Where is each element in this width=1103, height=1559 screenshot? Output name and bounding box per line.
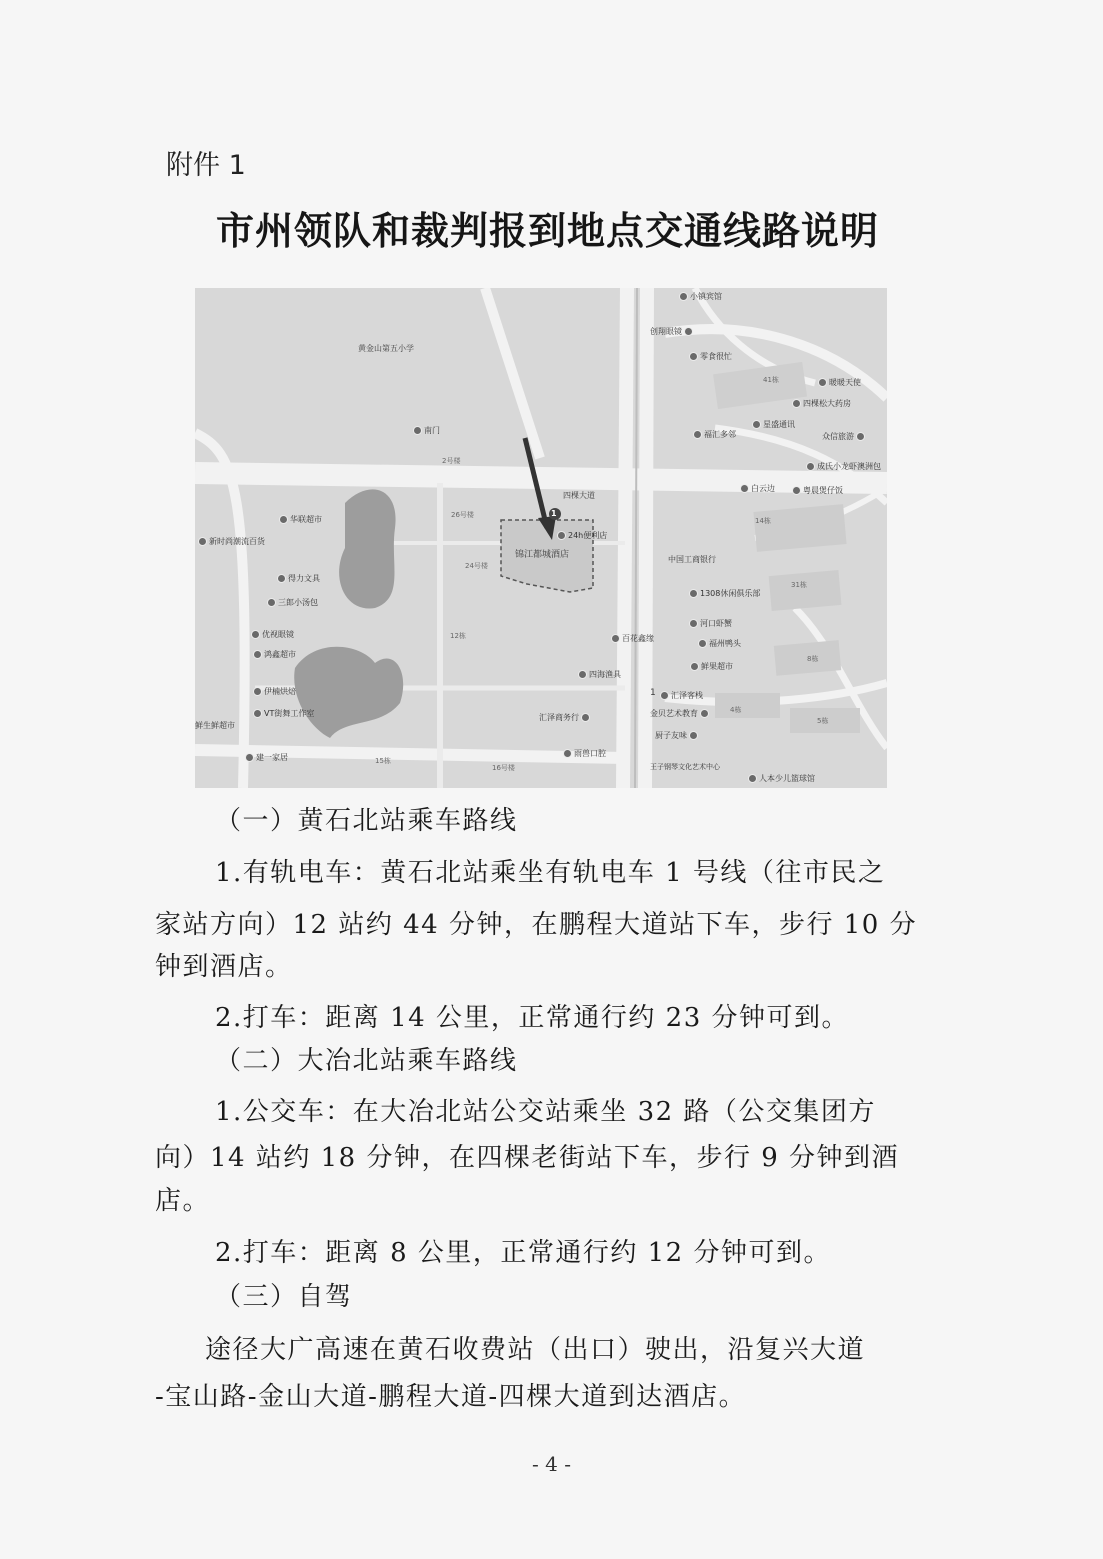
map-label-building: 4栋 bbox=[730, 706, 742, 714]
paragraph-line: 1.有轨电车：黄石北站乘坐有轨电车 1 号线（往市民之 bbox=[215, 858, 886, 888]
paragraph-line: 店。 bbox=[155, 1186, 211, 1216]
map-pin-icon bbox=[253, 709, 262, 718]
map-pin-icon bbox=[251, 630, 260, 639]
map-pin-icon bbox=[689, 731, 698, 740]
map-poi: 1308休闲俱乐部 bbox=[689, 588, 760, 599]
map-pin-icon bbox=[700, 709, 709, 718]
map-pin-icon bbox=[578, 670, 587, 679]
paragraph-line: -宝山路-金山大道-鹏程大道-四棵大道到达酒店。 bbox=[155, 1382, 747, 1412]
map-poi: 中国工商银行 bbox=[668, 555, 716, 564]
map-pin-icon bbox=[693, 430, 702, 439]
map-pin-icon bbox=[253, 650, 262, 659]
map-pin-icon bbox=[684, 327, 693, 336]
map-label-hotel: 锦江都城酒店 bbox=[515, 550, 570, 560]
map-pin-icon bbox=[752, 420, 761, 429]
map-poi: 优视眼镜 bbox=[251, 629, 294, 640]
map-pin-icon bbox=[792, 399, 801, 408]
map-pin-icon bbox=[413, 426, 422, 435]
map-poi: 建一家居 bbox=[245, 752, 288, 763]
paragraph-line: 向）14 站约 18 分钟，在四棵老街站下车，步行 9 分钟到酒 bbox=[155, 1143, 900, 1173]
map-label-building: 14栋 bbox=[755, 517, 771, 525]
map-poi: 星盛通讯 bbox=[752, 419, 795, 430]
map-pin-icon bbox=[611, 634, 620, 643]
map-label-building: 15栋 bbox=[375, 757, 391, 765]
document-title: 市州领队和裁判报到地点交通线路说明 bbox=[215, 209, 879, 253]
map-poi: 白云边 bbox=[740, 483, 775, 494]
attachment-label: 附件 1 bbox=[166, 150, 246, 181]
map-poi: 粤晨煲仔饭 bbox=[792, 485, 843, 496]
map-poi: 福汇多邻 bbox=[693, 429, 736, 440]
paragraph-line: 家站方向）12 站约 44 分钟，在鹏程大道站下车，步行 10 分 bbox=[155, 910, 918, 940]
map-poi: 雨兽口腔 bbox=[563, 748, 606, 759]
map-poi: 汇泽商务行 bbox=[539, 712, 590, 723]
paragraph-line: 1.公交车：在大冶北站公交站乘坐 32 路（公交集团方 bbox=[215, 1097, 876, 1127]
section-heading: （二）大冶北站乘车路线 bbox=[215, 1046, 518, 1076]
map-label-building: 26号楼 bbox=[451, 511, 474, 519]
map-pin-icon bbox=[279, 515, 288, 524]
section-heading: （一）黄石北站乘车路线 bbox=[215, 806, 518, 836]
map-label-building: 8栋 bbox=[807, 655, 819, 663]
map-poi: 厨子友味 bbox=[655, 730, 698, 741]
paragraph-line: 2.打车：距离 14 公里，正常通行约 23 分钟可到。 bbox=[215, 1003, 850, 1033]
map-pin-icon bbox=[660, 691, 669, 700]
map-poi: 鸿鑫超市 bbox=[253, 649, 296, 660]
map-poi: 得力文具 bbox=[277, 573, 320, 584]
map-label-building: 12栋 bbox=[450, 632, 466, 640]
map-poi: 新时尚潮流百货 bbox=[198, 536, 265, 547]
map-poi: 创翔眼镜 bbox=[650, 326, 693, 337]
section-heading: （三）自驾 bbox=[215, 1282, 353, 1312]
map-pin-icon bbox=[690, 662, 699, 671]
map-poi: 伊楠烘焙 bbox=[253, 686, 296, 697]
map-pin-icon bbox=[245, 753, 254, 762]
map-pin-icon bbox=[689, 619, 698, 628]
paragraph-line: 途径大广高速在黄石收费站（出口）驶出，沿复兴大道 bbox=[205, 1335, 866, 1365]
map-label-road: 四棵大道 bbox=[563, 491, 595, 500]
map-poi: 华联超市 bbox=[279, 514, 322, 525]
map-label-south-gate: 南门 bbox=[413, 425, 440, 436]
map-label-building: 24号楼 bbox=[465, 562, 488, 570]
map-pin-icon bbox=[557, 531, 566, 540]
map-poi: 百花鑫缘 bbox=[611, 633, 654, 644]
map-poi: 福州鸭头 bbox=[698, 638, 741, 649]
map-pin-icon bbox=[806, 462, 815, 471]
map-label-building: 31栋 bbox=[791, 581, 807, 589]
map-pin-icon bbox=[277, 574, 286, 583]
map-pin-icon bbox=[253, 687, 262, 696]
map-poi: 众信旅游 bbox=[822, 431, 865, 442]
map-pin-icon bbox=[563, 749, 572, 758]
map-pin-icon bbox=[581, 713, 590, 722]
map-poi: 成氏小龙虾澳洲包 bbox=[806, 461, 881, 472]
map-poi: 四海渔具 bbox=[578, 669, 621, 680]
map-poi: 小镇宾馆 bbox=[679, 291, 722, 302]
map-pin-icon bbox=[198, 537, 207, 546]
page-number: - 4 - bbox=[532, 1452, 571, 1476]
map-label-building: 2号楼 bbox=[442, 457, 461, 465]
location-map bbox=[195, 288, 887, 788]
map-label-building: 41栋 bbox=[763, 376, 779, 384]
map-label-building: 16号楼 bbox=[492, 764, 515, 772]
map-pin-icon bbox=[856, 432, 865, 441]
map-pin-icon bbox=[689, 352, 698, 361]
map-pin-icon bbox=[748, 774, 757, 783]
map-poi: VT街舞工作室 bbox=[253, 708, 314, 719]
map-poi: 零食很忙 bbox=[689, 351, 732, 362]
map-poi: 鲜生鲜超市 bbox=[195, 721, 235, 730]
map-poi: 王子钢琴文化艺术中心 bbox=[650, 763, 720, 771]
map-pin-icon bbox=[698, 639, 707, 648]
paragraph-line: 钟到酒店。 bbox=[155, 952, 293, 982]
map-pin-icon bbox=[740, 484, 749, 493]
map-pin-icon bbox=[818, 378, 827, 387]
map-pin-icon bbox=[689, 589, 698, 598]
map-poi: 汇泽客栈 bbox=[660, 690, 703, 701]
map-pin-icon bbox=[792, 486, 801, 495]
map-label-school: 黄金山第五小学 bbox=[358, 344, 414, 353]
map-poi: 暖暖天使 bbox=[818, 377, 861, 388]
map-poi: 24h便利店 bbox=[557, 530, 607, 541]
map-poi: 金贝艺术教育 bbox=[650, 708, 709, 719]
map-label-building: 5栋 bbox=[817, 717, 829, 725]
map-marker-number: 1 bbox=[650, 688, 656, 698]
map-marker-number: 1 bbox=[551, 509, 557, 518]
map-poi: 三郎小汤包 bbox=[267, 597, 318, 608]
map-poi: 河口虾蟹 bbox=[689, 618, 732, 629]
map-poi: 人本少儿篮球馆 bbox=[748, 773, 815, 784]
paragraph-line: 2.打车：距离 8 公里，正常通行约 12 分钟可到。 bbox=[215, 1238, 831, 1268]
map-pin-icon bbox=[267, 598, 276, 607]
map-pin-icon bbox=[679, 292, 688, 301]
map-poi: 鲜果超市 bbox=[690, 661, 733, 672]
map-poi: 四棵松大药房 bbox=[792, 398, 851, 409]
